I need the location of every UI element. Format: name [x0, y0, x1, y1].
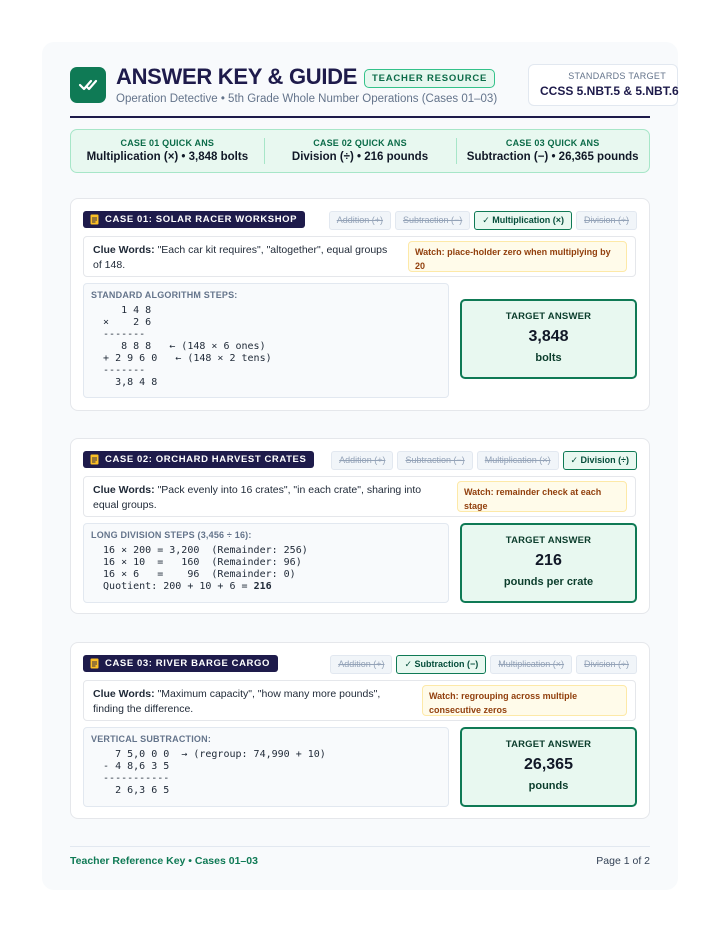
standards-value: CCSS 5.NBT.5 & 5.NBT.6: [540, 84, 679, 98]
op-multiplication[interactable]: Multiplication (×): [477, 451, 559, 470]
target-value: 26,365: [524, 756, 573, 773]
teacher-resource-badge: TEACHER RESOURCE: [364, 69, 495, 88]
header-divider: [70, 116, 650, 118]
standards-label: STANDARDS TARGET: [568, 71, 666, 81]
op-subtraction-selected[interactable]: ✓ Subtraction (−): [396, 655, 486, 674]
quick-answer-value: Multiplication (×) • 3,848 bolts: [86, 151, 249, 163]
case-title: CASE 02: ORCHARD HARVEST CRATES: [105, 454, 307, 465]
case-01-tag: [83, 211, 305, 228]
clue-text: [93, 243, 393, 273]
op-division[interactable]: Division (÷): [576, 655, 637, 674]
page-subtitle: Operation Detective • 5th Grade Whole Number Operations (Cases 01–03): [116, 93, 498, 105]
steps-line: 16 × 6 = 96 (Remainder: 0): [91, 569, 296, 580]
steps-line: 16 × 200 = 3,200 (Remainder: 256): [91, 545, 308, 556]
clue-box: [83, 680, 636, 721]
op-addition[interactable]: Addition (+): [330, 655, 392, 674]
op-subtraction[interactable]: Subtraction (−): [397, 451, 472, 470]
steps-label: LONG DIVISION STEPS (3,456 ÷ 16):: [91, 530, 252, 540]
steps-line: Quotient: 200 + 10 + 6 =: [91, 581, 254, 592]
quick-answer-case-02: [264, 130, 457, 172]
steps-panel: [83, 523, 449, 603]
steps-label: STANDARD ALGORITHM STEPS:: [91, 290, 238, 300]
op-multiplication[interactable]: Multiplication (×): [490, 655, 572, 674]
steps-line: × 2 6: [91, 317, 152, 328]
steps-line: -------: [91, 365, 146, 376]
case-title: CASE 01: SOLAR RACER WORKSHOP: [105, 214, 298, 225]
op-addition[interactable]: Addition (+): [331, 451, 393, 470]
quick-answer-case-01: [71, 130, 264, 172]
page-number: Page 1 of 2: [596, 855, 650, 867]
steps-line: -------: [91, 329, 146, 340]
footer-divider: [70, 846, 650, 847]
steps-label: VERTICAL SUBTRACTION:: [91, 734, 212, 744]
target-value: 216: [535, 552, 562, 569]
case-01-card: [70, 198, 650, 411]
op-division[interactable]: Division (÷): [576, 211, 637, 230]
quick-answers-bar: [70, 129, 650, 173]
op-multiplication-selected[interactable]: ✓ Multiplication (×): [474, 211, 572, 230]
target-unit: bolts: [535, 352, 562, 364]
footer-reference: Teacher Reference Key • Cases 01–03: [70, 855, 258, 867]
clue-words: "Maximum capacity", "how many more pounds", finding the difference.: [93, 688, 381, 715]
clue-box: [83, 236, 636, 277]
op-addition[interactable]: Addition (+): [329, 211, 391, 230]
steps-work: [91, 545, 441, 593]
steps-line: - 4 8,6 3 5: [91, 761, 170, 772]
target-answer-box: [460, 523, 637, 603]
quick-answer-label: CASE 02 QUICK ANS: [313, 138, 407, 148]
target-value: 3,848: [528, 328, 569, 345]
steps-panel: [83, 283, 449, 398]
document-icon: [90, 214, 99, 225]
steps-line: 16 × 10 = 160 (Remainder: 96): [91, 557, 302, 568]
quick-answer-label: CASE 03 QUICK ANS: [505, 138, 600, 148]
steps-line: 7 5,0 0 0 → (regroup: 74,990 + 10): [91, 749, 326, 760]
clue-box: [83, 476, 636, 517]
quick-answer-value: Subtraction (−) • 26,365 pounds: [466, 151, 639, 163]
document-icon: [90, 658, 99, 669]
steps-line: 8 8 8 ← (148 × 6 ones): [91, 341, 266, 352]
operation-options: [330, 655, 637, 674]
document-icon: [90, 454, 99, 465]
clue-label: Clue Words:: [93, 244, 155, 256]
case-03-card: [70, 642, 650, 819]
header: [70, 64, 679, 124]
target-unit: pounds per crate: [503, 576, 594, 588]
target-label: TARGET ANSWER: [505, 535, 592, 546]
quick-answer-value: Division (÷) • 216 pounds: [291, 151, 429, 163]
quick-answer-case-03: [456, 130, 649, 172]
clue-label: Clue Words:: [93, 484, 155, 496]
target-answer-box: [460, 727, 637, 807]
clue-text: [93, 687, 413, 717]
case-02-tag: [83, 451, 314, 468]
steps-line: + 2 9 6 0 ← (148 × 2 tens): [91, 353, 272, 364]
steps-work: [91, 749, 441, 797]
steps-line: 2 6,3 6 5: [91, 785, 170, 796]
steps-line: -----------: [91, 773, 170, 784]
page-title: ANSWER KEY & GUIDE: [116, 64, 358, 89]
target-answer-box: [460, 299, 637, 379]
clue-words: "Pack evenly into 16 crates", "in each crate", sharing into equal groups.: [93, 484, 422, 511]
target-label: TARGET ANSWER: [505, 311, 592, 322]
clue-text: [93, 483, 443, 513]
steps-panel: [83, 727, 449, 807]
watch-note: Watch: place-holder zero when multiplying by 20: [408, 241, 627, 272]
steps-work: [91, 305, 441, 389]
answer-key-sheet: [42, 42, 678, 890]
quick-answer-label: CASE 01 QUICK ANS: [120, 138, 215, 148]
double-check-icon: [70, 67, 106, 103]
case-03-tag: [83, 655, 278, 672]
watch-note: Watch: remainder check at each stage: [457, 481, 627, 512]
case-title: CASE 03: RIVER BARGE CARGO: [105, 658, 270, 669]
op-division-selected[interactable]: ✓ Division (÷): [563, 451, 637, 470]
operation-options: [331, 451, 637, 470]
standards-box: [528, 64, 678, 106]
quotient-result: 216: [253, 581, 272, 592]
target-label: TARGET ANSWER: [505, 739, 592, 750]
steps-line: 1 4 8: [91, 305, 152, 316]
operation-options: [329, 211, 637, 230]
clue-words: "Each car kit requires", "altogether", equal groups of 148.: [93, 244, 388, 271]
steps-line: 3,8 4 8: [91, 377, 158, 388]
op-subtraction[interactable]: Subtraction (−): [395, 211, 470, 230]
clue-label: Clue Words:: [93, 688, 155, 700]
watch-note: Watch: regrouping across multiple consecutive zeros: [422, 685, 627, 716]
target-unit: pounds: [528, 780, 569, 792]
case-02-card: [70, 438, 650, 614]
